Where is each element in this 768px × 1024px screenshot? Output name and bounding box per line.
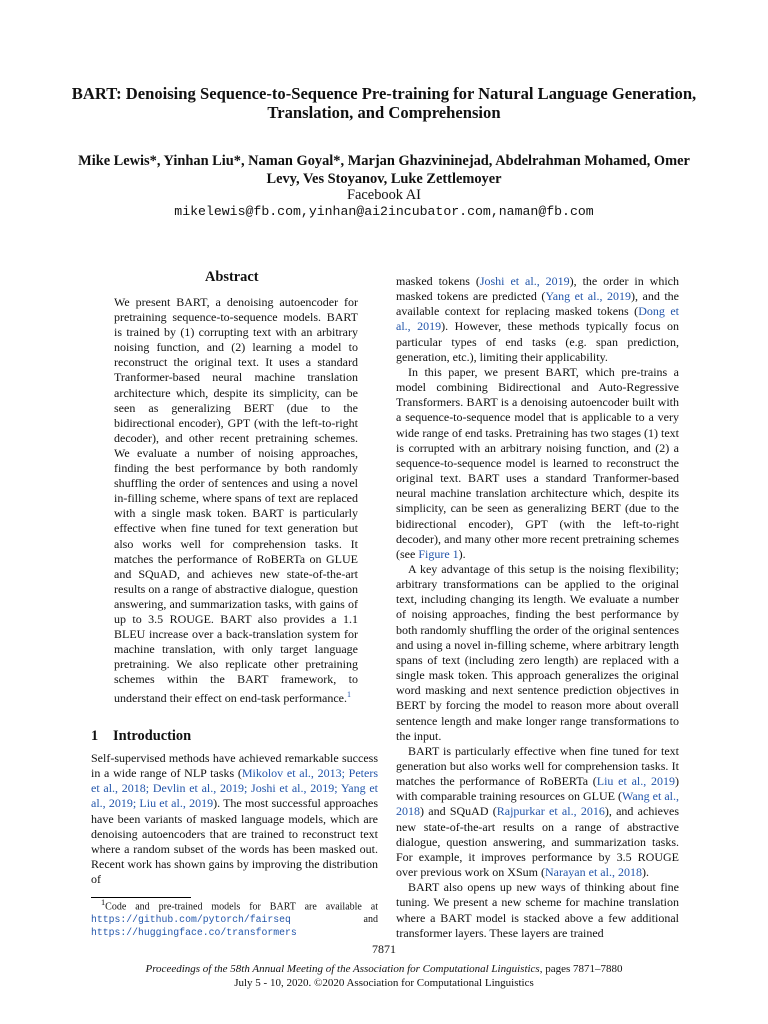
text-run: Self-supervised methods have achieved remarkable success in a wide range of NLP tasks ( <box>91 751 378 781</box>
text-run: masked tokens ( <box>396 274 480 288</box>
citation-link[interactable]: Yang et al., 2019 <box>545 289 631 304</box>
citation-link[interactable]: Liu et al., 2019 <box>596 774 675 789</box>
author-emails: mikelewis@fb.com,yinhan@ai2incubator.com,naman@fb.com <box>174 204 594 219</box>
citation-link[interactable]: Joshi et al., 2019 <box>479 274 570 288</box>
proceedings-date-copyright: July 5 - 10, 2020. ©2020 Association for Computational Linguistics <box>234 977 534 989</box>
text-run: BART is particularly effective when fine tuned for text generation but also works well for comprehension tasks. It matches the performance of RoBERTa ( <box>396 743 679 789</box>
footnote-number: 1 <box>101 898 106 907</box>
footnote-text: Code and pre-trained models for BART are available at <box>105 901 378 913</box>
affiliation: Facebook AI <box>347 187 421 203</box>
text-run: ) and SQuAD ( <box>420 804 497 819</box>
abstract-text <box>114 295 358 707</box>
text-run: ), and achieves new state-of-the-art results on a range of abstractive dialogue, question answering, and summarization tasks. For example, it improves performance by 3.5 ROUGE over previous work on XSum ( <box>396 804 679 880</box>
citation-link[interactable]: Rajpurkar et al., 2016 <box>496 804 605 819</box>
text-run: ), and the available context for replacing masked tokens ( <box>396 289 679 319</box>
proceedings-pages: , pages 7871–7880 <box>539 963 623 975</box>
paper-title: BART: Denoising Sequence-to-Sequence Pre-training for Natural Language Generation, Translation, and Comprehension <box>71 84 697 122</box>
url-link[interactable]: https://huggingface.co/transformers <box>91 926 297 938</box>
intro-paragraph-2 <box>396 365 679 562</box>
footnote-text: and <box>290 914 378 926</box>
section-title: Introduction <box>113 728 192 744</box>
text-run: ) with comparable training resources on GLUE ( <box>396 774 679 804</box>
section-number: 1 <box>91 728 99 744</box>
footnote-marker[interactable]: 1 <box>347 690 352 700</box>
intro-paragraph-3: A key advantage of this setup is the noising flexibility; arbitrary transformations can be applied to the original text, including changing its length. We evaluate a number of noising approaches, finding the best performance by both randomly shuffling the order of the original sentences and using a novel in-filling scheme, where arbitrary length spans of text (including zero length) are replaced with a single mask token. This approach generalizes the original word masking and next sentence prediction objectives in BERT by forcing the model to reason more about overall sentence length and make longer range transformations to the input. <box>396 561 679 743</box>
text-run: ). <box>641 865 649 880</box>
proceedings-venue: Proceedings of the 58th Annual Meeting of the Association for Computational Linguistics <box>145 963 540 975</box>
text-run: ). However, these methods typically focus on particular types of end tasks (e.g. span prediction, generation, etc.), limiting their applicability. <box>396 319 679 364</box>
citation-link[interactable]: Wang et al., 2018 <box>396 789 679 819</box>
intro-paragraph-5: BART also opens up new ways of thinking about fine tuning. We present a new scheme for machine translation where a BART model is stacked above a few additional transformer layers. These layers are trained <box>396 880 679 940</box>
section-heading-introduction <box>91 728 191 745</box>
proceedings-footer <box>0 962 768 990</box>
citation-link[interactable]: Dong et al., 2019 <box>396 304 680 334</box>
text-run: In this paper, we present BART, which pre-trains a model combining Bidirectional and Auto-Regressive Transformers. BART is a denoising autoencoder built with a sequence-to-sequence model that is applicable to a very wide range of end tasks. Pretraining has two stages (1) text is corrupted with an arbitrary noising function, and (2) a sequence-to-sequence model is learned to reconstruct the original text. BART uses a standard Tranformer-based neural machine translation architecture which, despite its simplicity, can be seen as generalizing BERT (due to the bidirectional encoder), GPT (with the left-to-right decoder), and many other more recent pretraining schemes (see <box>396 364 679 561</box>
text-run: ). <box>458 546 466 561</box>
url-link[interactable]: https://github.com/pytorch/fairseq <box>91 914 291 926</box>
text-run: ). The most successful approaches have been variants of masked language models, which are denoising autoencoders that are trained to reconstruct text where a random subset of the words has been masked out. Recent work has shown gains by improving the distribution of <box>91 796 379 887</box>
text-run: ), the order in which masked tokens are predicted ( <box>396 274 679 304</box>
intro-paragraph-4 <box>396 744 679 880</box>
figure-link[interactable]: Figure 1 <box>418 546 459 561</box>
footnote <box>91 897 378 940</box>
citation-link[interactable]: Mikolov et al., 2013; Peters et al., 2018; Devlin et al., 2019; Joshi et al., 2019; Yang et al., 2019; Liu et al., 2019 <box>91 766 378 811</box>
right-column <box>396 274 679 941</box>
page-number: 7871 <box>372 942 396 956</box>
author-list: Mike Lewis*, Yinhan Liu*, Naman Goyal*, Marjan Ghazvininejad, Abdelrahman Mohamed, Omer Levy, Ves Stoyanov, Luke Zettlemoyer <box>78 153 690 187</box>
intro-paragraph-1-continued <box>396 274 679 365</box>
intro-paragraph-1 <box>91 751 378 887</box>
citation-link[interactable]: Narayan et al., 2018 <box>544 865 642 880</box>
abstract-heading: Abstract <box>205 269 259 285</box>
abstract-body: We present BART, a denoising autoencoder for pretraining sequence-to-sequence models. BART is trained by (1) corrupting text with an arbitrary noising function, and (2) learning a model to reconstruct the original text. It uses a standard Tranformer-based neural machine translation architecture which, despite its simplicity, can be seen as generalizing BERT (due to the bidirectional encoder), GPT (with the left-to-right decoder), and other recent pretraining schemes. We evaluate a number of noising approaches, finding the best performance by both randomly shuffling the order of sentences and using a novel in-filling scheme, where spans of text are replaced with a single mask token. BART is particularly effective when fine tuned for text generation but also works well for comprehension tasks. It matches the performance of RoBERTa on GLUE and SQuAD, and achieves new state-of-the-art results on a range of abstractive dialogue, question answering, and summarization tasks, with gains of up to 3.5 ROUGE. BART also provides a 1.1 BLEU increase over a back-translation system for machine translation, with only target language pretraining. We also replicate other pretraining schemes within the BART framework, to understand their effect on end-task performance. <box>114 295 358 706</box>
